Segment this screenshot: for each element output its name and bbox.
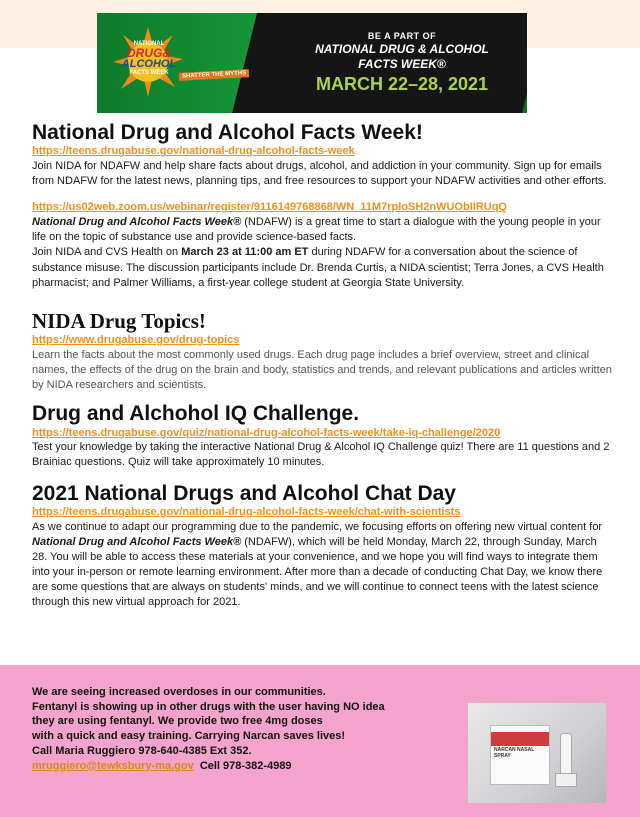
webinar-body-text: (NDAFW) is a great time to start a dialogue with the young people in your life on the topic of substance use and provide science-based facts. bbox=[32, 216, 601, 244]
link-iq-challenge[interactable]: https://teens.drugabuse.gov/quiz/national-drug-alcohol-facts-week/take-iq-challenge/2020 bbox=[32, 426, 501, 439]
section-heading-ndafw: National Drug and Alcohol Facts Week! bbox=[32, 121, 423, 144]
banner-headline bbox=[287, 31, 517, 95]
logo-line-1: NATIONAL bbox=[133, 41, 165, 47]
link-ndafw[interactable]: https://teens.drugabuse.gov/national-drug-alcohol-facts-week bbox=[32, 145, 355, 158]
narcan-box bbox=[490, 725, 550, 785]
logo-line-3: ALCOHOL bbox=[121, 58, 177, 70]
ndafw-banner bbox=[97, 13, 527, 113]
email-link[interactable]: mruggiero@tewksbury-ma.gov bbox=[32, 759, 194, 772]
section-body-drug-topics: Learn the facts about the most commonly used drugs. Each drug page includes a brief overview, street and clinical names, the effects of the drug on the brain and body, statistics and trends, and relevant publications and articles written by NIDA researchers and scientists. bbox=[32, 348, 612, 392]
chat-body-after: (NDAFW), which will be held Monday, March 22, through Sunday, March 28. You will be able to access these materials at your convenience, and we hope you will find ways to integrate them into your in-person or remote learning environment. After more than a decade of conducting Chat Day, we know there are some questions that are always on students' minds, and we will continue to connect teens with the latest science through this new virtual approach for 2021. bbox=[32, 535, 603, 609]
link-chat-day[interactable]: https://teens.drugabuse.gov/national-drug-alcohol-facts-week/chat-with-scientists bbox=[32, 505, 461, 518]
section-body-ndafw: Join NIDA for NDAFW and help share facts about drugs, alcohol, and addiction in your community. Sign up for emails from NDAFW for the latest news, planning tips, and free resources to support your NDAFW activities and other efforts. bbox=[32, 159, 607, 188]
webinar-datetime: March 23 at 11:00 am ET bbox=[181, 246, 309, 259]
banner-dates: MARCH 22–28, 2021 bbox=[315, 74, 489, 95]
webinar-em: National Drug and Alcohol Facts Week® bbox=[32, 216, 242, 229]
notice-contact bbox=[32, 759, 452, 774]
chat-body-before: As we continue to adapt our programming due to the pandemic, we focusing efforts on offering new virtual content for bbox=[32, 520, 603, 533]
notice-line-4: with a quick and easy training. Carrying Narcan saves lives! bbox=[32, 730, 346, 743]
narcan-product-photo bbox=[468, 703, 606, 803]
notice-line-5: Call Maria Ruggiero 978-640-4385 Ext 352. bbox=[32, 744, 252, 757]
narcan-box-band bbox=[491, 732, 549, 746]
notice-line-1: We are seeing increased overdoses in our communities. bbox=[32, 686, 326, 698]
section-body-webinar-2 bbox=[32, 245, 612, 291]
logo-wordmark bbox=[119, 41, 179, 76]
section-body-chat-day bbox=[32, 520, 612, 611]
banner-line-3: FACTS WEEK® bbox=[358, 57, 446, 72]
notice-line-2: Fentanyl is showing up in other drugs with the user having NO idea bbox=[32, 700, 385, 713]
logo-tagline: SHATTER THE MYTHS bbox=[179, 69, 250, 81]
webinar-body2-after: during NDAFW for a conversation about the science of substance misuse. The discussion participants include Dr. Brenda Curtis, a NIDA scientist; Terra Jones, a CVS Health pharmacist; and Palmer Williams, a first-year college student at Georgia State University. bbox=[32, 246, 604, 289]
section-heading-drug-topics: NIDA Drug Topics! bbox=[32, 308, 206, 333]
section-body-webinar bbox=[32, 215, 612, 245]
main-content bbox=[32, 120, 612, 611]
cell-number: Cell 978-382-4989 bbox=[193, 759, 292, 772]
notice-line-3: they are using fentanyl. We provide two free 4mg doses bbox=[32, 715, 323, 728]
link-zoom-webinar[interactable]: https://us02web.zoom.us/webinar/register/9116149768868/WN_11M7rploSH2nWUObIIRUqQ bbox=[32, 201, 507, 214]
notice-text bbox=[32, 685, 452, 773]
link-drug-topics[interactable]: https://www.drugabuse.gov/drug-topics bbox=[32, 334, 240, 347]
banner-line-1: BE A PART OF bbox=[367, 31, 437, 41]
webinar-body2-before: Join NIDA and CVS Health on bbox=[32, 246, 182, 259]
chat-em: National Drug and Alcohol Facts Week® bbox=[32, 535, 242, 548]
logo-line-2: DRUG& bbox=[127, 46, 171, 60]
nasal-spray-plunger-icon bbox=[555, 773, 577, 787]
section-heading-iq-challenge: Drug and Alchohol IQ Challenge. bbox=[32, 402, 360, 426]
narcan-notice-box bbox=[0, 665, 640, 817]
section-body-iq-challenge: Test your knowledge by taking the interactive National Drug & Alcohol IQ Challenge quiz! There are 11 questions and 2 Brainiac questions. Quiz will take approximately 10 minutes. bbox=[32, 441, 610, 469]
section-heading-chat-day: 2021 National Drugs and Alcohol Chat Day bbox=[32, 481, 456, 505]
logo-line-4: FACTS WEEK bbox=[129, 70, 169, 76]
banner-line-2: NATIONAL DRUG & ALCOHOL bbox=[315, 42, 489, 56]
narcan-box-label: NARCAN NASAL SPRAY bbox=[494, 747, 535, 759]
